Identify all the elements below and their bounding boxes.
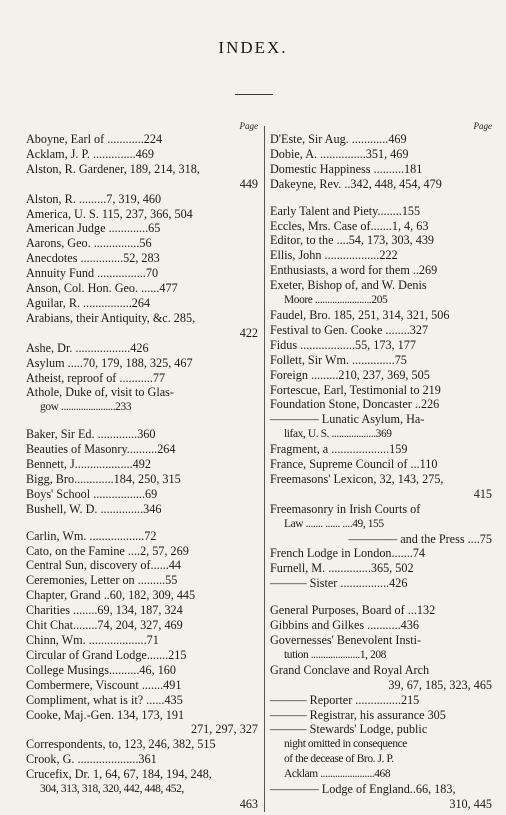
index-entry: ———— Lodge of England..66, 183, bbox=[270, 782, 456, 797]
index-entry: Freemasons' Lexicon, 32, 143, 275, bbox=[270, 471, 444, 486]
index-entries-left bbox=[26, 132, 258, 812]
index-entry: Gibbins and Gilkes ...........436 bbox=[270, 618, 419, 633]
index-entry: Ellis, John ..................222 bbox=[270, 248, 398, 263]
index-entry: of the decease of Bro. J. P. bbox=[284, 753, 394, 766]
index-entry: Annuity Fund ................70 bbox=[26, 266, 159, 281]
index-entry: Alston, R. .........7, 319, 460 bbox=[26, 191, 162, 206]
index-entry: Boys' School .................69 bbox=[26, 486, 158, 501]
index-entry: Domestic Happiness ..........181 bbox=[270, 161, 423, 176]
index-entry: 422 bbox=[239, 325, 258, 340]
index-entry: lifax, U. S. ..................369 bbox=[284, 428, 392, 441]
index-entry: Fortescue, Earl, Testimonial to 219 bbox=[270, 382, 441, 397]
index-entry: 271, 297, 327 bbox=[190, 722, 258, 737]
index-entry: D'Este, Sir Aug. ............469 bbox=[270, 132, 407, 146]
index-entry: General Purposes, Board of ...132 bbox=[270, 603, 436, 618]
index-entry: ——— Reporter ...............215 bbox=[270, 692, 420, 707]
page-title: INDEX. bbox=[218, 38, 288, 57]
index-entry: Baker, Sir Ed. .............360 bbox=[26, 427, 156, 442]
index-entry: French Lodge in London.......74 bbox=[270, 546, 426, 561]
index-entry: Atheist, reproof of ...........77 bbox=[26, 370, 166, 385]
index-entry: Crook, G. ....................361 bbox=[26, 752, 157, 767]
index-entry: Asylum .....70, 179, 188, 325, 467 bbox=[26, 355, 193, 370]
index-entry: 463 bbox=[239, 796, 258, 811]
index-entry: Chit Chat........74, 204, 327, 469 bbox=[26, 618, 183, 633]
index-entry: Anson, Col. Hon. Geo. ......477 bbox=[26, 281, 178, 296]
index-entry: Foreign .........210, 237, 369, 505 bbox=[270, 367, 430, 382]
index-entry: Central Sun, discovery of......44 bbox=[26, 558, 182, 573]
index-entry: Athole, Duke of, visit to Glas- bbox=[26, 385, 174, 400]
index-entry: Alston, R. Gardener, 189, 214, 318, bbox=[26, 161, 200, 176]
index-entry: Early Talent and Piety........155 bbox=[270, 203, 421, 218]
index-entry: Correspondents, to, 123, 246, 382, 515 bbox=[26, 737, 216, 752]
entry-gap bbox=[26, 415, 258, 427]
index-entry: night omitted in consequence bbox=[284, 738, 407, 751]
index-column-right bbox=[270, 122, 492, 812]
index-entry: College Musings..........46, 160 bbox=[26, 662, 176, 677]
index-entry: Arabians, their Antiquity, &c. 285, bbox=[26, 310, 196, 325]
index-entry: Chinn, Wm. ...................71 bbox=[26, 633, 159, 647]
index-entry: France, Supreme Council of ...110 bbox=[270, 457, 438, 472]
entry-gap bbox=[270, 192, 492, 204]
index-entry: ——— Sister ................426 bbox=[270, 576, 408, 591]
entry-gap bbox=[270, 591, 492, 603]
title-rule bbox=[235, 94, 273, 95]
column-divider bbox=[264, 126, 265, 812]
index-entry: Compliment, what is it? ......435 bbox=[26, 692, 183, 707]
index-entry: Acklam, J. P. ..............469 bbox=[26, 146, 154, 161]
index-entry: America, U. S. 115, 237, 366, 504 bbox=[26, 206, 193, 221]
index-entry: Bigg, Bro.............184, 250, 315 bbox=[26, 471, 181, 486]
index-entry: ——— Registrar, his assurance 305 bbox=[270, 707, 446, 722]
index-column-left bbox=[26, 122, 258, 812]
index-entry: 304, 313, 318, 320, 442, 448, 452, bbox=[40, 783, 184, 796]
index-entry: Cato, on the Famine ....2, 57, 269 bbox=[26, 543, 189, 558]
index-entries-right bbox=[270, 132, 492, 812]
index-entry: Fidus ..................55, 173, 177 bbox=[270, 337, 416, 352]
index-entry: Law ....... ...... ....49, 155 bbox=[284, 517, 384, 530]
index-entry: Beauties of Masonry..........264 bbox=[26, 442, 176, 457]
page-column-heading: Page bbox=[473, 121, 492, 131]
index-entry: 310, 445 bbox=[449, 796, 492, 811]
index-entry: Freemasonry in Irish Courts of bbox=[270, 501, 421, 516]
index-entry: Charities ........69, 134, 187, 324 bbox=[26, 603, 183, 618]
index-entry: Bennett, J...................492 bbox=[26, 457, 151, 472]
index-entry: ———— and the Press ....75 bbox=[348, 531, 492, 546]
index-entry: Bushell, W. D. ..............346 bbox=[26, 501, 162, 516]
index-entry: gow ......................233 bbox=[40, 401, 132, 414]
index-entry: 39, 67, 185, 323, 465 bbox=[388, 677, 492, 692]
index-entry: Aguilar, R. ................264 bbox=[26, 295, 151, 310]
index-entry: Acklam ......................468 bbox=[284, 768, 391, 781]
index-entry: Eccles, Mrs. Case of.......1, 4, 63 bbox=[270, 218, 429, 233]
index-entry: Editor, to the ....54, 173, 303, 439 bbox=[270, 233, 435, 248]
index-entry: Chapter, Grand ..60, 182, 309, 445 bbox=[26, 588, 196, 603]
index-entry: Anecdotes ..............52, 283 bbox=[26, 251, 160, 266]
index-entry: Dobie, A. ...............351, 469 bbox=[270, 146, 409, 161]
index-entry: Carlin, Wm. ..................72 bbox=[26, 528, 157, 543]
page-column-heading: Page bbox=[239, 121, 258, 131]
index-entry: Circular of Grand Lodge.......215 bbox=[26, 647, 187, 662]
entry-gap bbox=[26, 517, 258, 529]
index-entry: tution ....................1, 208 bbox=[284, 648, 386, 661]
index-entry: Governesses' Benevolent Insti- bbox=[270, 633, 422, 647]
index-entry: Cooke, Maj.-Gen. 134, 173, 191 bbox=[26, 707, 185, 722]
index-entry: Dakeyne, Rev. ..342, 448, 454, 479 bbox=[270, 176, 442, 191]
index-entry: 449 bbox=[239, 176, 258, 191]
index-entry: Combermere, Viscount .......491 bbox=[26, 677, 182, 692]
index-entry: 415 bbox=[473, 486, 492, 501]
index-entry: Faudel, Bro. 185, 251, 314, 321, 506 bbox=[270, 307, 450, 322]
index-entry: ——— Stewards' Lodge, public bbox=[270, 722, 428, 737]
index-entry: Follett, Sir Wm. ..............75 bbox=[270, 352, 407, 367]
index-entry: American Judge .............65 bbox=[26, 221, 161, 236]
index-entry: Fragment, a ...................159 bbox=[270, 442, 408, 457]
index-entry: Foundation Stone, Doncaster ..226 bbox=[270, 397, 440, 412]
index-entry: Crucefix, Dr. 1, 64, 67, 184, 194, 248, bbox=[26, 767, 212, 782]
index-entry: ———— Lunatic Asylum, Ha- bbox=[270, 412, 425, 427]
index-entry: Festival to Gen. Cooke ........327 bbox=[270, 322, 429, 337]
index-entry: Enthusiasts, a word for them ..269 bbox=[270, 263, 438, 278]
index-entry: Aboyne, Earl of ............224 bbox=[26, 132, 163, 146]
index-entry: Grand Conclave and Royal Arch bbox=[270, 662, 430, 677]
index-entry: Aarons, Geo. ...............56 bbox=[26, 236, 152, 251]
index-entry: Furnell, M. ..............365, 502 bbox=[270, 561, 414, 576]
index-entry: Ceremonies, Letter on .........55 bbox=[26, 573, 178, 588]
index-entry: Moore .......................205 bbox=[284, 294, 388, 307]
index-entry: Ashe, Dr. ..................426 bbox=[26, 340, 149, 355]
index-entry: Exeter, Bishop of, and W. Denis bbox=[270, 278, 427, 293]
